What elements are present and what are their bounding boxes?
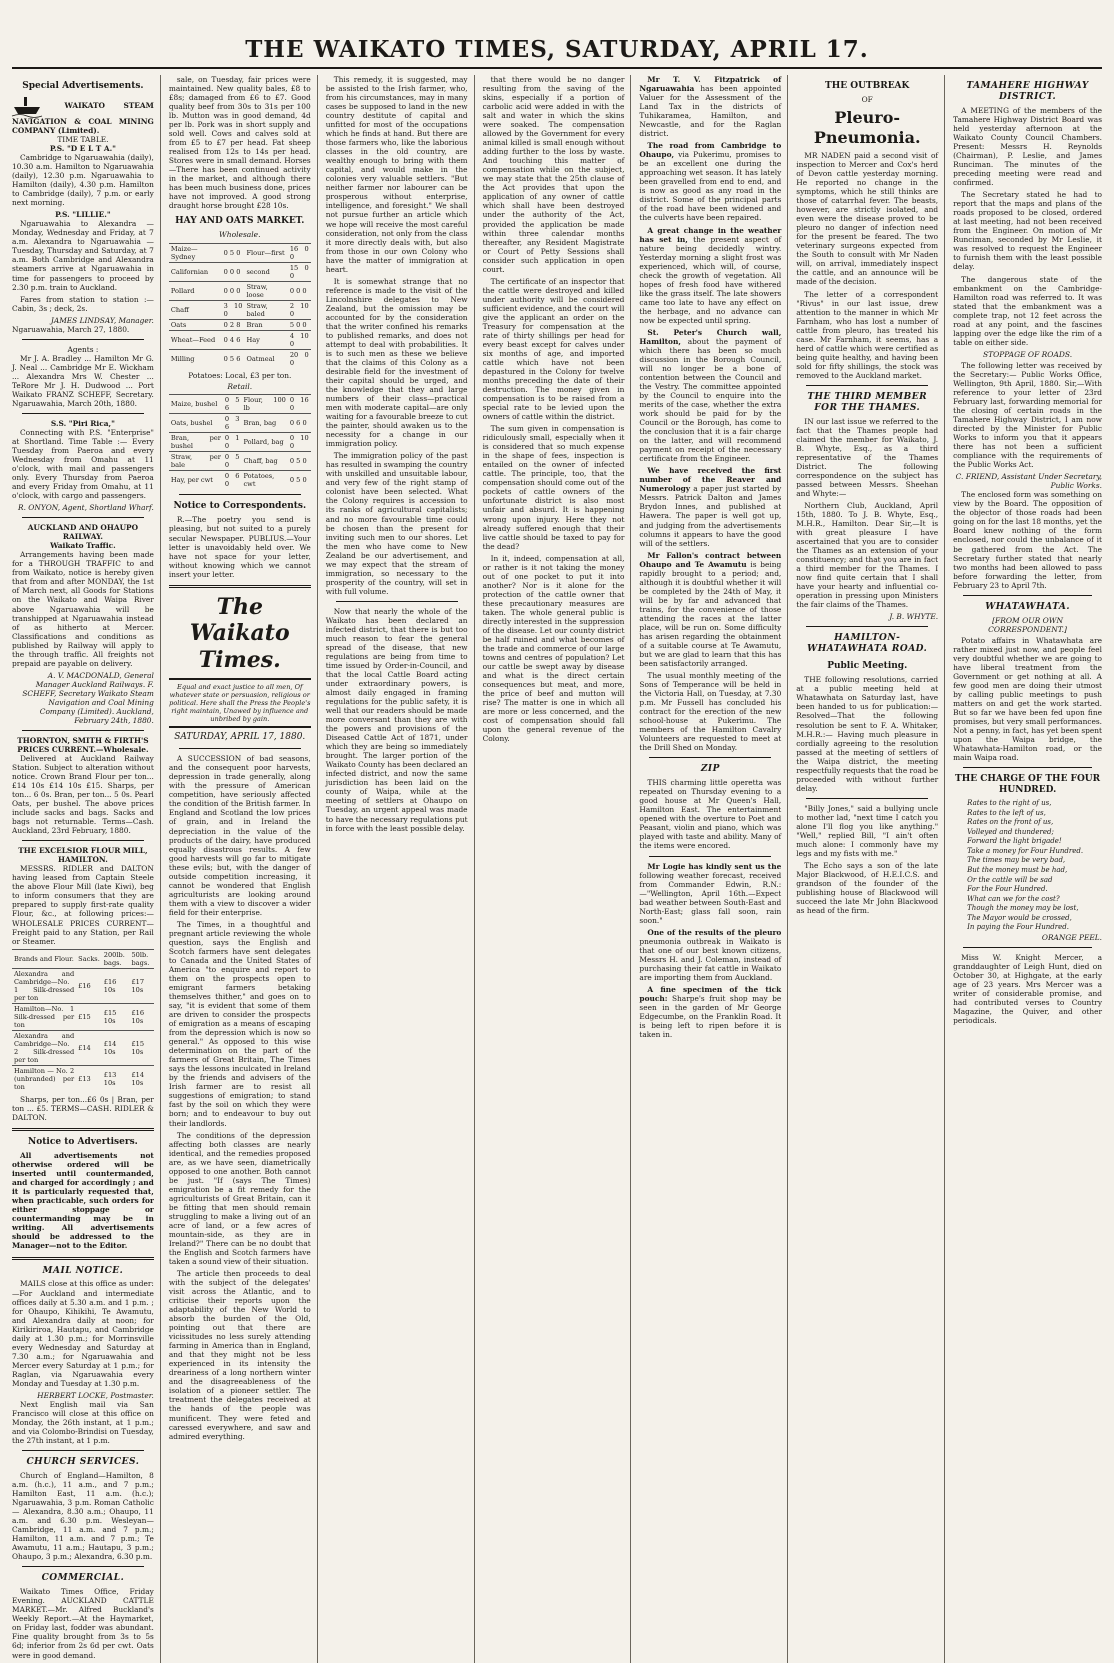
poem-line: But the money must be had, xyxy=(967,866,1068,875)
retail-table-cell: 0 6 0 xyxy=(288,414,311,433)
whatawhata-text: Potato affairs in Whatawhata are rather mixed just now, and people feel very doubtful whether we are going to have liberal treatment from the Government or get nothing at all. A few good men are doing their utmost by calling public meetings to push matters on and get the work started. But so far we have been fed upon fine promises, but very small performances. Not a penny, in fact, has yet been spent upon the Waipa bridge, the Whatawhata-Hamilton road, or the main Waipa road. xyxy=(953,635,1102,763)
poem-sig: ORANGE PEEL. xyxy=(1041,932,1102,942)
retail-table-cell: 0 16 0 xyxy=(289,396,309,413)
notes-text: The usual monthly meeting of the Sons of Temperance will be held in the Victoria Hall, on Tuesday, at 7.30 p.m. Mr Fussell has concluded his contract for the erection of the new school-house at Pukerimu. The members of the Hamilton Cavalry Volunteers are requested to meet at the Drill Shed on Monday. xyxy=(639,671,782,753)
grain-table-cell: 0 0 0 xyxy=(288,281,311,300)
price-table-cell: £17 10s xyxy=(129,968,153,1003)
hay-sub: Wholesale. xyxy=(219,230,261,240)
col3-para-2: It is somewhat strange that no reference is made to the visit of the Lincolnshire delegates to New Zealand, but the omission may be accounted for by the consideration that the writer confined his remarks to published remarks, and does not attempt to deal with probabilities. It is to such men as these we believe that the claims of this Colony as a desirable field for the investment of their capital should be urged, and the knowledge that they and large numbers of their class—practical men with moderate capital—are only waiting for a favourable breeze to cut the painter, should awaken us to the necessity for a change in our immigration policy. xyxy=(325,276,468,449)
column-4 xyxy=(483,75,632,1663)
retail-table-cell: 0 1 0 xyxy=(224,434,240,451)
fitz-heading: Mr T. V. Fitzpatrick of Ngaruawahia xyxy=(639,75,782,94)
col3-para-4: Now that nearly the whole of the Waikato has been declared an infected district, that there is but too much reason to fear the general spread of the disease, that new regulations are being from time to time issued by Order-in-Council, and that the local Cattle Board acting under extraordinary powers, is almost daily engaged in framing regulations for the public safety, it is well that our readers should be made more conversant than they are with the powers and provisions of the Diseased Cattle Act of 1871, under which they are being so immediately brought. The larger portion of the Waikato County has been declared an infected district, and now the same jurisdiction has been laid on the county of Waipa, while at the meeting of settlers at Ohaupo on Tuesday, an urgent appeal was made to have the necessary regulations put in force with the least possible delay. xyxy=(325,606,468,833)
masthead-title: THE WAIKATO TIMES, SATURDAY, APRIL 17. xyxy=(245,36,869,63)
tick-heading: A fine specimen of the tick pouch: xyxy=(639,984,782,1003)
grain-table-cell: 3 10 0 xyxy=(223,301,243,318)
retail-table-cell: 0 10 0 xyxy=(289,434,309,451)
logie-text: following weather forecast, received from Commander Edwin, R.N.:—"Wellington, April 16th.—Expect bad weather between South-East and North-East; glass fall soon, rain soon." xyxy=(639,870,782,925)
retail-table-row xyxy=(169,433,311,452)
dateline: SATURDAY, APRIL 17, 1880. xyxy=(174,732,306,743)
grain-table-cell: Chaff xyxy=(169,300,222,319)
poem xyxy=(953,799,1102,931)
price-table-cell: Hamilton — No. 2 (unbranded) per ton xyxy=(14,1067,75,1092)
masthead xyxy=(12,10,1102,69)
retail-table xyxy=(169,394,311,489)
echo-text: The Echo says a son of the late Major Blackwood, of H.E.I.C.S. and grandson of the founder of the publishing house of Blackwood will succeed the late Mr John Blackwood as head of the firm. xyxy=(796,860,939,916)
potatoes-text: Potatoes: Local, £3 per ton. xyxy=(188,370,292,380)
retail-table-row xyxy=(169,471,311,490)
grain-table-row xyxy=(169,300,311,319)
manager-sig: JAMES LINDSAY, Manager. xyxy=(50,315,154,325)
ship-heading: S.S. "Piri Rica," xyxy=(50,418,115,428)
third-member-sig: J. B. WHYTE. xyxy=(889,612,939,622)
grain-table-cell: Oats xyxy=(169,319,222,330)
fares-text: Fares from station to station :—Cabin, 3s ; deck, 2s. xyxy=(12,294,154,313)
fallon-heading: Mr Fallon's contract between Ohaupo and Te Awamutu xyxy=(639,550,782,569)
corr-heading: Notice to Correspondents. xyxy=(173,501,307,512)
col4-para-2: The certificate of an inspector that the cattle were destroyed and killed under authority will be considered sufficient evidence, and the court will give the applicant an order on the Treasury for compensation at the rate of thirty shillings per head for every beast except for calves under six months of age, and imported cattle which have not been depastured in the Colony for twelve months preceding the date of their destruction. The money given in compensation is to be raised from a special rate to be levied upon the owners of cattle within the district. xyxy=(482,276,625,422)
mail-text: MAILS close at this office as under:—For Auckland and intermediate offices daily at 5.30 a.m. and 1 p.m. ; for Ohaupo, Kihikihi, Te Awamutu, and Alexandra daily at noon; for Kirikiriroa, Hautapu, and Cambridge daily at 1.30 p.m.; for Morrinsville every Wednesday and Saturday at 7.30 a.m.; for Ngaruawahia and Mercer every Saturday at 1 p.m.; for Raglan, via Ngaruawahia every Monday and Tuesday at 1.30 p.m. xyxy=(12,1279,154,1388)
price-table-cell: Hamilton—No. 1 Silk-dressed per ton xyxy=(14,1004,75,1029)
outbreak-heading: THE OUTBREAK xyxy=(825,81,910,91)
manager-date: Ngaruawahia, March 27, 1880. xyxy=(12,324,130,334)
ship-text: Connecting with P.S. "Enterprise" at Shortland. Time Table :— Every Tuesday from Paeroa and every Wednesday from Omahu at 11 o'clock, with mail and passengers only. Every Thursday from Paeroa and every Friday from Omahu, at 11 o'clock, with cargo and passengers. xyxy=(12,427,154,501)
outbreak-of: OF xyxy=(861,94,873,104)
retail-table-cell: Straw, per bale xyxy=(170,453,221,470)
poem-line: In paying the Four Hundred. xyxy=(967,923,1069,932)
grain-table-cell: Milling xyxy=(169,349,222,368)
grain-table-cell: 0 0 0 xyxy=(222,262,245,281)
poem-line: The Mayor would be crossed, xyxy=(967,913,1072,922)
thornton-heading: THORNTON, SMITH & FIRTH'S PRICES CURRENT.—Wholesale. xyxy=(17,735,149,754)
grain-table-cell: second xyxy=(244,262,287,281)
price-table-cell: £13 10s xyxy=(102,1066,130,1093)
tamahere-heading: TAMAHERE HIGHWAY DISTRICT. xyxy=(966,81,1089,102)
poem-line: Take a money for Four Hundred. xyxy=(967,846,1084,855)
price-table-cell: Sacks. xyxy=(76,949,102,968)
column-5 xyxy=(639,75,788,1663)
price-table-row xyxy=(12,949,154,968)
stoppage-heading: STOPPAGE OF ROADS. xyxy=(982,349,1073,359)
price-table-cell: £15 xyxy=(76,1003,102,1030)
price-table-cell: £14 10s xyxy=(129,1066,153,1093)
third-member-letter: Northern Club, Auckland, April 15th, 1880. To J. B. Whyte, Esq., M.H.R., Hamilton. Dear Sir,—It is with great pleasure I have ascertained that you are to consider the Thames as an extension of your constituency; and that you are in fact a third member for the Thames. I now find quite certain that I shall have your hearty and influential co-operation in pressing upon Ministers the fair claims of the Thames. xyxy=(796,501,939,610)
tamahere-para-1: A MEETING of the members of the Tamahere Highway District Board was held yesterday afternoon at the Waikato County Council Chambers. Present: Messrs H. Reynolds (Chairman), P. Leslie, and James Runciman. The minutes of the preceding meeting were read and confirmed. xyxy=(953,105,1102,188)
grain-table-row xyxy=(169,319,311,330)
grain-table-cell: Straw, loose xyxy=(244,281,287,300)
grain-table-row xyxy=(169,243,311,262)
editorial-para-1: A SUCCESSION of bad seasons, and the consequent poor harvests, depression in trade generally, along with the pressure of American competition, have seriously affected the condition of the British farmer. In England and Scotland the low prices of grain, and in Ireland the depreciation in the value of the products of the dairy, have produced equally disastrous results. A few good harvests will go far to mitigate these evils; but, with the danger of outside competition increasing, it cannot be wondered that English agriculturists are looking around them with a view to discover a wider field for their enterprise. xyxy=(168,754,311,917)
pleuro-heading: Pleuro-Pneumonia. xyxy=(813,108,921,147)
grain-table-cell: 0 5 0 xyxy=(222,243,245,262)
agents-heading: Agents : xyxy=(67,344,99,354)
delta-heading: P.S. "D E L T A." xyxy=(49,144,116,154)
col4-para-4: In it, indeed, compensation at all, or rather is it not taking the money out of one pocket to put it into another? Nor is it alone for the protection of the cattle owner that these precautionary measures are taken. The whole general public is directly interested in the suppression of the disease. Let our county district be half ruined and what becomes of the trade and commerce of our large towns and centres of population? Let our cattle be swept away by disease and what is the direct certain consequences but meat, and more, the price of beef and mutton will rise? The matter is one in which all are more or less concerned, and the cost of compensation should fall upon the general revenue of the Colony. xyxy=(482,553,625,744)
column-2 xyxy=(169,75,318,1663)
road-text: via Pukerimu, promises to be an excellent one during the approaching wet season. It has lately been gravelled from end to end, and is now as good as any road in the district. Some of the principal parts of the road have been widened and the culverts have been repaired. xyxy=(639,150,782,223)
time-table-label: TIME TABLE. xyxy=(57,135,109,145)
traffic-heading: Waikato Traffic. xyxy=(50,541,116,551)
fallon-text: is being rapidly brought to a period; and, although it is doubtful whether it will be completed by the 24th of May, it will be by far and advanced that trains, for the convenience of those attending the races at the latter place, will be run on. Some difficulty has arisen regarding the obtainment of a suitable course at Te Awamutu, but we are glad to learn that this has been satisfactorily arranged. xyxy=(639,559,782,668)
pleuro-result-text: pneumonia outbreak in Waikato is that one of our best known citizens, Messrs H. and J. Coleman, instead of purchasing their fat cattle in Waikato are importing them from Auckland. xyxy=(639,936,782,982)
retail-table-cell: Potatoes, cwt xyxy=(241,471,287,490)
church-text: Church of England—Hamilton, 8 a.m. (h.c.), 11 a.m., and 7 p.m.; Hamilton East, 11 a.m. (h.c.); Ngaruawahia, 3 p.m. Roman Catholic — Alexandra, 8.30 a.m.; Ohaupo, 11 a.m. and 6.30 p.m. Wesleyan—Cambridge, 11 a.m. and 7 p.m.; Hamilton, 11 a.m. and 7 p.m.; Te Awamutu, 11 a.m.; Hautapu, 3 p.m.; Ohaupo, 3 p.m.; Alexandra, 6.30 p.m. xyxy=(12,1471,154,1562)
steam-co-name: WAIKATO STEAM NAVIGATION & COAL MINING COMPANY (Limited). xyxy=(12,100,154,135)
mail-heading: MAIL NOTICE. xyxy=(42,1265,124,1276)
tamahere-para-3: The dangerous state of the embankment on the Cambridge-Hamilton road was referred to. It was stated that the embankment was a complete trap, not 12 feet across the road at any point, and the fascines lapping over the edge like the rim of a table on either side. xyxy=(953,274,1102,347)
price-table-cell: £13 xyxy=(76,1066,102,1093)
tick-text: Sharpe's fruit shop may be seen in the garden of Mr George Edgecumbe, on the Franklin Road. It is being left to ripen before it is taken in. xyxy=(639,993,782,1040)
corr-text: R.—The poetry you send is pleasing, but not suited to a purely secular Newspaper. PUBLIUS.—Your letter is unavoidably held over. We have not space for your letter, without knowing which we cannot insert your letter. xyxy=(168,515,311,579)
steamer-icon xyxy=(12,95,42,117)
editorial-para-2: The Times, in a thoughtful and pregnant article reviewing the whole question, says the English and Scotch farmers have sent delegates to Canada and the United States of America "to enquire and report to them on the prospects open to emigrant farmers betaking themselves thither," and goes on to say, "it is evident that some of them are driven to consider the prospects of emigration as a means of escaping from the depression which is now so general." As opposed to this wise determination on the part of the farmers of Great Britain, The Times says the lessons inculcated in Ireland by the friends and advisers of the Irish farmer are to resist all suggestions of emigration; to stand fast by the soil on which they were born; and to endeavour to buy out their landlords. xyxy=(168,919,311,1128)
whatawhata-sub: [FROM OUR OWN CORRESPONDENT.] xyxy=(988,615,1067,634)
retail-table-cell: Oats, bushel xyxy=(169,414,223,433)
excelsior-heading: THE EXCELSIOR FLOUR MILL, HAMILTON. xyxy=(18,846,148,865)
retail-heading: Retail. xyxy=(227,382,253,392)
public-meeting-text: THE following resolutions, carried at a public meeting held at Whatawhata on Saturday last, have been handed to us for publication:— Resolved—That the following resolution be sent to F. A. Whitaker, M.H.R.:— Having much pleasure in cordially agreeing to the resolution passed at the meeting of settlers of the Waipa district, the meeting respectfully requests that the road be proceeded with without further delay. xyxy=(796,675,939,793)
stoppage-text: The following letter was received by the Secretary:— Public Works Office, Wellington, 9th April, 1880. Sir,—With reference to your letter of 23rd February last, forwarding memorial for the closing of certain roads in the Tamahere Highway District, I am now directed by the Minister for Public Works to inform you that it appears there has not been a sufficient compliance with the requirements of the Public Works Act. xyxy=(953,360,1102,470)
charge-heading: THE CHARGE OF THE FOUR HUNDRED. xyxy=(955,774,1101,796)
grain-table-row xyxy=(169,262,311,281)
lillie-text: Ngaruawahia to Alexandra — Monday, Wednesday and Friday, at 7 a.m. Alexandra to Ngaruawahia — Tuesday, Thursday and Saturday, at 7 a.m. Both Cambridge and Alexandra steamers arrive at Ngaruawahia in time for passengers to proceed by 2.30 p.m. train to Auckland. xyxy=(12,219,154,292)
change-text: the present aspect of nature being decidedly wintry. Yesterday morning a slight frost was experienced, which will, of course, check the growth of vegetation. All hopes of fresh food have withered like the grass itself. The late showers came too late to have any effect on the herbage, and no advance can now be expected until spring. xyxy=(639,234,782,325)
grain-table-cell: 0 2 8 xyxy=(222,319,245,330)
poem-line: For the Four Hundred. xyxy=(967,885,1048,894)
zip-text: THIS charming little operetta was repeated on Thursday evening to a good house at Mr Queen's Hall, Hamilton East. The entertainment opened with the overture to Poet and Peasant, violin and piano, which was played with taste and ability. Many of the items were encored. xyxy=(639,778,782,851)
grain-table-cell: 15 0 0 xyxy=(289,263,309,280)
notice-text: All advertisements not otherwise ordered will be inserted until countermanded, and charged for accordingly ; and it is particularly requested that, when practicable, such orders for either stoppage or countermanding may be in writing. All advertisements should be addressed to the Manager—not to the Editor. xyxy=(12,1151,154,1251)
grain-table-cell: Oatmeal xyxy=(244,349,287,368)
price-table-row xyxy=(12,1066,154,1093)
change-heading: A great change in the weather has set in, xyxy=(639,225,782,244)
paper-heading: We have received the first number of the Reaver and Numerology xyxy=(639,466,782,494)
commercial-text: Waikato Times Office, Friday Evening. AUCKLAND CATTLE MARKET.—Mr. Alfred Buckland's Weekly Report.—At the Haymarket, on Friday last, fodder was abundant. Fine quality brought from 3s to 5s 6d; inferior from 2s 6d per cwt. Oats were in good demand. xyxy=(12,1587,154,1660)
column-1 xyxy=(12,75,161,1663)
grain-table-cell: Maize—Sydney xyxy=(169,243,222,262)
retail-table-cell: 0 3 6 xyxy=(224,415,240,432)
retail-table-cell: Chaff, bag xyxy=(241,452,287,471)
thornton-text: Delivered at Auckland Railway Station. Subject to alteration without notice. Crown Brand Flour per ton...£14 10s £14 10s £15. Sharps, per ton... 6 0s. Bran, per ton... 5 0s. Pearl Oats, per bushel. The above prices include sacks and bags. Sacks and bags not returnable. Terms—Cash. Auckland, 23rd February, 1880. xyxy=(12,753,154,836)
retail-table-cell: Pollard, bag xyxy=(241,433,287,452)
retail-table-cell: Hay, per cwt xyxy=(169,471,223,490)
road-heading: The road from Cambridge to Ohaupo, xyxy=(639,141,782,160)
retail-table-row xyxy=(169,395,311,414)
price-table-cell: 50lb. bags. xyxy=(129,949,153,968)
grain-table-cell: Flour—first xyxy=(244,243,287,262)
price-table-cell: £15 10s xyxy=(102,1003,130,1030)
whatawhata-heading: WHATAWHATA. xyxy=(985,601,1070,612)
poem-line: Rates on the front of us, xyxy=(967,818,1054,827)
poem-line: Volleyed and thundered; xyxy=(967,827,1054,836)
price-table-cell: Alexandra and Cambridge—No. 1 Silk-dressed per ton xyxy=(14,969,75,1002)
motto: Equal and exact justice to all men, Of whatever state or persuasion, religious or political. Here shall the Press the People's right maintain, Unawed by influence and unbribed by gain. xyxy=(169,678,311,728)
price-table xyxy=(12,949,154,1093)
grain-table-cell: Bran xyxy=(244,319,287,330)
railway-heading: AUCKLAND AND OHAUPO RAILWAY. xyxy=(27,523,139,542)
stoppage-sig: C. FRIEND, Assistant Under Secretary, Public Works. xyxy=(955,472,1102,491)
logie-heading: Mr Logie has kindly sent us the xyxy=(647,861,782,871)
public-meeting-heading: Public Meeting. xyxy=(827,661,908,672)
columns xyxy=(12,75,1102,1660)
retail-table-cell: Maize, bushel xyxy=(169,395,223,414)
grain-table-cell: 0 0 0 xyxy=(222,281,245,300)
poem-line: The times may be very bad, xyxy=(967,856,1066,865)
grain-table-cell: 16 0 0 xyxy=(289,244,309,261)
traffic-text: Arrangements having been made for a THROUGH TRAFFIC to and from Waikato, notice is hereby given that from and after MONDAY, the 1st of March next, all Goods for Stations on the Waikato and Waipa River above Ngaruawahia will be transhipped at Ngaruawahia instead of as hitherto at Mercer. Classifications and conditions as published by Railway will apply to the through traffic. All freights not prepaid are payable on delivery. xyxy=(12,550,154,668)
zip-heading: ZIP xyxy=(700,764,720,775)
grain-table-row xyxy=(169,349,311,368)
grain-table xyxy=(169,243,311,368)
retail-table-cell: 0 5 0 xyxy=(288,452,311,471)
retail-table-cell: 0 5 6 xyxy=(224,396,240,413)
paper-text: a paper just started by Messrs. Patrick Dalton and James Brydon Innes, and published at Hawera. The paper is well got up, and judging from the advertisements columns it appears to have the good will of the settlers. xyxy=(639,484,782,548)
church-heading: CHURCH SERVICES. xyxy=(26,1457,140,1468)
grain-table-cell: Hay xyxy=(244,330,287,349)
col4-para-3: The sum given in compensation is ridiculously small, especially when it is considered that so much expense in the shape of fees, inspection is entailed on the owner of infected cattle. The principle, too, that the compensation should come out of the pockets of cattle owners of the unfortunate district is also most unfair and absurd. It is happening wrong upon injury. Here they not already suffered enough that their live cattle should be taxed to pay for the dead? xyxy=(482,424,625,551)
col3-para-3: The immigration policy of the past has resulted in swamping the country with unskilled and unsuitable labour, and very few of the right stamp of colonist have been selected. What the Colony requires is accession to its ranks of agricultural capitalists; and no more favourable time could be chosen than the present for inviting such men to our shores. Let the men who have come to New Zealand be our advertisement, and we may expect that the stream of immigration, so necessary to the prosperity of the country, will set in with full volume. xyxy=(325,451,468,596)
grain-table-row xyxy=(169,330,311,349)
grain-table-cell: 5 0 0 xyxy=(288,319,311,330)
grain-table-cell: 2 10 0 xyxy=(289,301,309,318)
grain-table-cell: Straw, baled xyxy=(244,300,287,319)
price-table-row xyxy=(12,1030,154,1065)
grain-table-cell: 20 0 0 xyxy=(289,350,309,367)
grain-table-row xyxy=(169,281,311,300)
poem-line: Though the money may be lost, xyxy=(967,904,1079,913)
price-table-cell: 200lb. bags. xyxy=(102,949,130,968)
col3-para-1: This remedy, it is suggested, may be assisted to the Irish farmer, who, from his circumstances, may in many cases be supposed to land in the new country destitute of capital and unfitted for most of the occupations which he finds at hand. But there are those farmers who, like the laborious classes in the old country, are wealthy enough to bring with them capital, and would make in the colonies very valuable settlers. "But neither farmer nor labourer can be prosperous without enterprise, intelligence, and foresight." We shall not pursue further an article which we hope will receive the most careful consideration, not only from the class it more directly deals with, but also from those in our own Colony who have the matter of immigration at heart. xyxy=(325,75,468,274)
price-table-cell: £16 10s xyxy=(102,968,130,1003)
retail-table-row xyxy=(169,414,311,433)
grain-table-cell: Pollard xyxy=(169,281,222,300)
excelsior-text: MESSRS. RIDLER and DALTON having leased from Captain Steele the above Flour Mill (late Kiwi), beg to inform consumers that they are prepared to supply first-rate quality Flour, &c., at following prices:— WHOLESALE PRICES CURRENT— Freight paid to any Station, per Rail or Steamer. xyxy=(12,864,154,946)
poem-line: Rates to the right of us, xyxy=(967,799,1052,808)
pleuro-para-1: MR NADEN paid a second visit of inspection to Mercer and Cox's herd of Devon cattle yesterday morning. He reported no change in the symptoms, which he still thinks are those of catarrhal fever. The beasts, however, are strictly isolated, and even were the disease proved to be pleuro no danger of infection need for the present be feared. The two veterinary surgeons expected from the South to consult with Mr Naden will, on arrival, immediately inspect the cattle, and an announce will be made of the decision. xyxy=(796,151,939,287)
third-member-text: IN our last issue we referred to the fact that the Thames people had claimed the member for Waikato, J. B. Whyte, Esq., as a third representative of the Thames District. The following correspondence on the subject has passed between Messrs. Sheehan and Whyte:— xyxy=(796,416,939,498)
nameplate: The Waikato Times. xyxy=(189,593,290,674)
special-ads-heading: Special Advertisements. xyxy=(22,81,144,91)
grain-table-cell: 4 10 0 xyxy=(289,331,309,348)
poem-line: What can we for the cost? xyxy=(967,894,1060,903)
price-table-cell: £14 xyxy=(76,1030,102,1065)
poem-line: Forward the light brigade! xyxy=(967,837,1062,846)
notice-heading: Notice to Advertisers. xyxy=(28,1137,138,1148)
delta-text: Cambridge to Ngaruawahia (daily), 10.30 a.m. Hamilton to Ngaruawahia (daily), 12.30 p.m. Ngaruawahia to Hamilton (daily), 4.30 p.m. Hamilton to Cambridge (daily), 7 p.m. or early next morning. xyxy=(12,153,154,208)
price-table-cell: £16 10s xyxy=(129,1003,153,1030)
pleuro-para-2: The letter of a correspondent "Rivus" in our last issue, drew attention to the manner in which Mr Farnham, who has lost a number of cattle from pleuro, has treated his case. Mr Farnham, it seems, has a herd of cattle which were certified as being quite healthy, and having been sold for fifty shillings, the stock was removed to the Auckland market. xyxy=(796,289,939,380)
column-7 xyxy=(953,75,1102,1663)
stoppage-text-2: The enclosed form was something on view by the Board. The opposition of the objector of those roads had been going on for the last 18 months, yet the Board knew nothing of the form enclosed, nor could the unbalance of it be gathered from the Act. The Secretary further stated that nearly two months had been allowed to pass before forwarding the letter, from February 23 to April 7th. xyxy=(953,490,1102,590)
grain-table-cell: 0 5 6 xyxy=(222,349,245,368)
ship-agent: R. ONYON, Agent, Shortland Wharf. xyxy=(18,503,154,513)
price-table-row xyxy=(12,968,154,1003)
church-wall-text: about the payment of which there has been so much discussion in the Borough Council, will no longer be a bone of contention between the Council and the Vestry. The committee appointed by the Council to enquire into the merits of the case, whether the extra work should be paid for by the Council or the Borough, has come to the conclusion that it is a fair charge on the latter, and will recommend payment on receipt of the necessary certificate from the Engineer. xyxy=(639,336,782,464)
mail-sig: HERBERT LOCKE, Postmaster. xyxy=(37,1390,154,1400)
poem-line: Or the cattle will be sad xyxy=(967,875,1053,884)
price-table-row xyxy=(12,1003,154,1030)
price-table-cell: £15 10s xyxy=(129,1030,153,1065)
price-table-cell: £14 10s xyxy=(102,1030,130,1065)
price-foot: Sharps, per ton...£6 0s | Bran, per ton ... £5. TERMS—CASH. RIDLER & DALTON. xyxy=(12,1095,154,1123)
pleuro-result-heading: One of the results of the pleuro xyxy=(647,927,782,937)
price-table-cell: £16 xyxy=(76,968,102,1003)
commercial-heading: COMMERCIAL. xyxy=(41,1573,125,1584)
market-text: sale, on Tuesday, fair prices were maintained. New quality bales, £8 to £8s; damaged from £6 to £7. Good quality beef from 30s to 31s per 100 lb. Mutton was in good demand, 4d per lb. Pork was in short supply and sold well. Cows and calves sold at from £5 to £7 per head. Fat sheep realised from 12s to 14s per head. Stores were in small demand. Horses—There has been continued activity in the market, and although there has been much business done, prices have not improved. A good strong draught horse brought £28 10s. xyxy=(168,75,311,211)
church-wall-heading: St. Peter's Church wall, Hamilton, xyxy=(639,327,782,346)
knight-text: Miss W. Knight Mercer, a granddaughter of Leigh Hunt, died on October 30, at Highgate, at the early age of 23 years. Mrs Mercer was a writer of considerable promise, and had contributed verses to Country Magazine, the Quiver, and other periodicals. xyxy=(953,952,1102,1025)
grain-table-cell: Wheat—Feed xyxy=(169,330,222,349)
retail-table-cell: Bran, bag xyxy=(241,414,287,433)
price-table-cell: Brands and Flour. xyxy=(12,949,76,968)
col4-para-1: that there would be no danger resulting from the saving of the skins, especially if a portion of carbolic acid were added in with the salt and water in which the skins were soaked. The compensation allowed by the Government for every animal killed is small enough without adding further to the loss by waste. And touching this matter of compensation while on the subject, we may state that the 25th clause of the Act provides that upon the application of any owner of cattle which shall have been destroyed under the authority of the Act, provided the application be made within three calendar months thereafter, any Resident Magistrate or Court of Petty Sessions shall consider such application in open court. xyxy=(482,75,625,274)
billy-text: "Billy Jones," said a bullying uncle to mother lad, "next time I catch you alone I'll flog you like anything." "Well," replied Bill, "I ain't often much alone: I commonly have my legs and my fists with me." xyxy=(796,803,939,858)
retail-table-cell: Flour, 100 lb xyxy=(243,396,286,413)
retail-table-row xyxy=(169,452,311,471)
fitz-text: has been appointed Valuer for the Assessment of the Land Tax in the districts of Tuhikaramea, Hamilton, and Newcastle, and for the Raglan district. xyxy=(639,84,782,139)
retail-table-cell: 0 6 0 xyxy=(224,472,240,489)
retail-table-cell: Bran, per bushel xyxy=(170,434,221,451)
editorial-para-3: The conditions of the depression affecting both classes are nearly identical, and the remedies proposed are, as we have seen, diametrically opposed to one another. Both cannot be just. "If (says The Times) emigration be a fit remedy for the agriculturists of Great Britain, can it be fitting that men should remain struggling to make a living out of an acre of land, or a few acres of mountain-side, as they are in Ireland?" There can be no doubt that the English and Scotch farmers have taken a sound view of their situation. xyxy=(168,1130,311,1266)
column-3 xyxy=(326,75,475,1663)
steam-co-ad xyxy=(12,95,154,1122)
grain-table-cell: Californian xyxy=(169,262,222,281)
third-member-heading: THE THIRD MEMBER FOR THE THAMES. xyxy=(807,391,928,413)
poem-line: Rates to the left of us, xyxy=(967,808,1046,817)
agents-text: Mr J. A. Bradley ... Hamilton Mr G. J. Neal ... Cambridge Mr E. Wickham ... Alexandra Mrs W. Chester ... TeRore Mr J. H. Dudwood ... Port Waikato FRANZ SCHEFF, Secretary. Ngaruawahia, March 20th, 1880. xyxy=(12,353,154,408)
hay-heading: HAY AND OATS MARKET. xyxy=(175,216,305,227)
retail-table-cell: 0 5 0 xyxy=(288,471,311,490)
tamahere-para-2: The Secretary stated he had to report that the maps and plans of the roads proposed to be closed, ordered at last meeting, had not been received from the Engineer. On motion of Mr Runciman, seconded by Mr Leslie, it was resolved to request the Engineer to furnish them with the least possible delay. xyxy=(953,190,1102,272)
grain-table-cell: 0 4 6 xyxy=(222,330,245,349)
mail-foot: Next English mail via San Francisco will close at this office on Monday, the 26th instant, at 1 p.m.; and via Colombo-Brindisi on Tuesday, the 27th instant, at 1 p.m. xyxy=(12,1399,154,1445)
column-6 xyxy=(796,75,945,1663)
lillie-heading: P.S. "LILLIE." xyxy=(55,210,111,220)
editorial-para-4: The article then proceeds to deal with the subject of the delegates' visit across the Atlantic, and to criticise their reports upon the adaptability of the New World to absorb the burden of the Old, pointing out that there are vicissitudes no less surely attending farming in America than in England, and that they might not be less experienced in its intensity the dreariness of a long northern winter and the disagreeableness of the isolation of a pioneer settler. The treatment the delegates received at the hands of the people was munificent. They were feted and caressed everywhere, and saw and admired everything. xyxy=(168,1269,311,1441)
price-table-cell: Alexandra and Cambridge—No. 2 Silk-dressed per ton xyxy=(14,1031,75,1064)
hamilton-road-heading: HAMILTON-WHATAWHATA ROAD. xyxy=(807,633,928,655)
retail-table-cell: 0 5 0 xyxy=(224,453,240,470)
traffic-sig: A. V. MACDONALD, General Manager Auckland Railways. F. SCHEFF, Secretary Waikato Steam Navigation and Coal Mining Company (Limited). Auckland, February 24th, 1880. xyxy=(22,670,154,725)
